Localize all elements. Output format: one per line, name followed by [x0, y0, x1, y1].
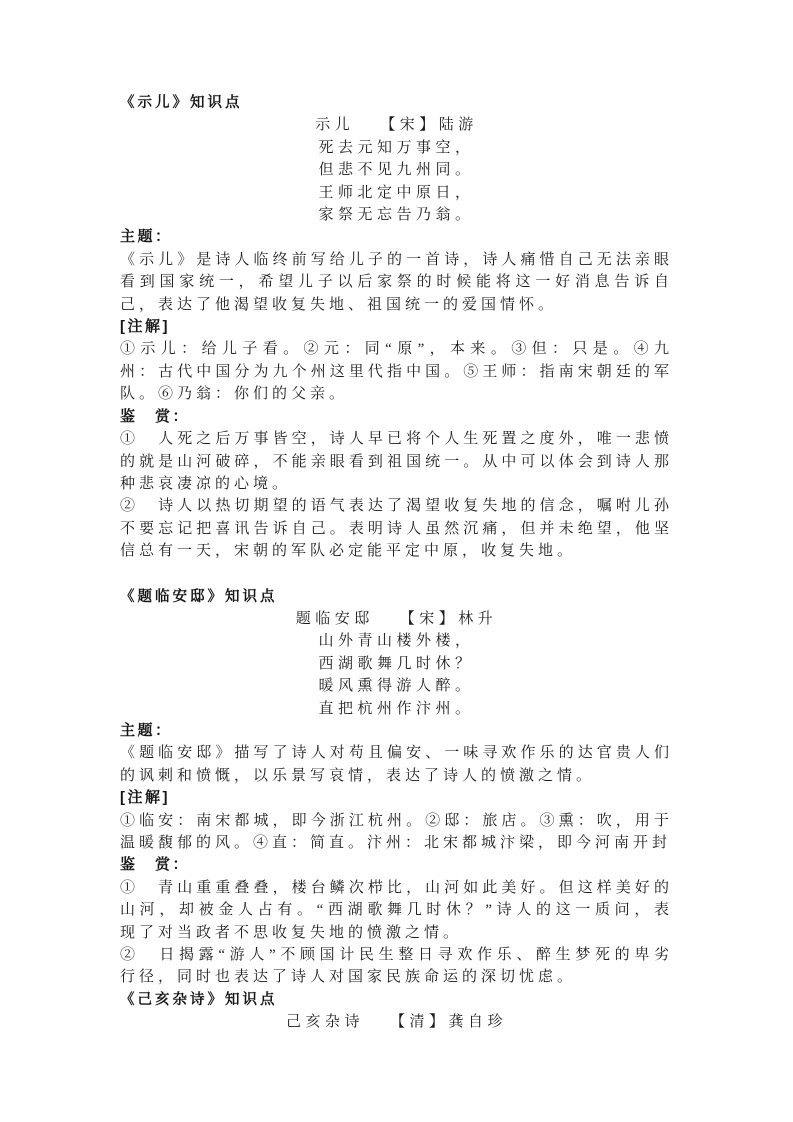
theme-label: 主题：: [120, 721, 173, 739]
poem-block: [120, 608, 673, 720]
poem-title: 题临安邸: [295, 610, 374, 627]
appreciation-paragraph-1: ① 青山重重叠叠，楼台鳞次栉比，山河如此美好。但这样美好的山河，却被金人占有。“西湖歌舞几时休？”诗人的这一质问，表现了对当政者不思收复失地的愤激之情。: [120, 879, 673, 941]
poem-line: 但悲不见九州同。: [318, 162, 475, 179]
poem-title-line: [120, 1011, 673, 1033]
poem-title: 示儿: [315, 117, 355, 134]
section-heading: 《题临安邸》知识点: [120, 588, 278, 605]
appreciation-label: 鉴 赏：: [120, 407, 191, 425]
poem-line: 山外青山楼外楼，: [318, 633, 475, 650]
appreciation-paragraph-2: ② 诗人以热切期望的语气表达了渴望收复失地的信念，嘱咐儿孙不要忘记把喜讯告诉自己。表明诗人虽然沉痛，但并未绝望，他坚信总有一天，宋朝的军队必定能平定中原，收复失地。: [120, 498, 673, 560]
section-heading: 《示儿》知识点: [120, 95, 243, 111]
notes-paragraph: ①示儿：给儿子看。②元：同“原”，本来。③但：只是。④九州：古代中国分为九个州这里代指中国。⑤王师：指南宋朝廷的军队。⑥乃翁：你们的父亲。: [120, 341, 673, 403]
section-ti-lin-an-di: [120, 586, 673, 989]
poem-title: 己亥杂诗: [285, 1014, 364, 1031]
appreciation-paragraph-2: ② 日揭露“游人”不顾国计民生整日寻欢作乐、醉生梦死的卑劣行径，同时也表达了诗人对国家民族命运的深切忧虑。: [120, 947, 673, 986]
poem-line: 家祭无忘告乃翁。: [318, 207, 475, 224]
poem-block: [120, 1011, 673, 1033]
poem-title-line: [120, 608, 673, 630]
poem-title-line: [120, 114, 673, 136]
poem-author: 【宋】陆游: [380, 117, 478, 134]
notes-paragraph: ①临安：南宋都城，即今浙江杭州。②邸：旅店。③熏：吹，用于温暖馥郁的风。④直：简直。汴州：北宋都城汴梁，即今河南开封: [120, 812, 673, 851]
theme-paragraph: 《示儿》是诗人临终前写给儿子的一首诗，诗人痛惜自己无法亲眼看到国家统一，希望儿子以后家祭的时候能将这一好消息告诉自己，表达了他渴望收复失地、祖国统一的爱国情怀。: [120, 251, 673, 313]
notes-label: [注解]: [120, 789, 170, 807]
poem-author: 【宋】林升: [399, 610, 498, 627]
poem-line: 死去元知万事空，: [318, 139, 475, 156]
poem-line: 王师北定中原日，: [318, 184, 475, 201]
poem-line: 暖风熏得游人醉。: [318, 678, 475, 695]
theme-label: 主题：: [120, 228, 173, 246]
poem-author: 【清】龚自珍: [390, 1014, 508, 1031]
poem-block: [120, 114, 673, 226]
section-shi-er: [120, 92, 673, 563]
appreciation-paragraph-1: ① 人死之后万事皆空，诗人早已将个人生死置之度外，唯一悲愤的就是山河破碎，不能亲眼看到祖国统一。从中可以体会到诗人那种悲哀凄凉的心境。: [120, 431, 673, 492]
theme-paragraph: 《题临安邸》描写了诗人对苟且偏安、一味寻欢作乐的达官贵人们的讽刺和愤慨，以乐景写哀情，表达了诗人的愤激之情。: [120, 745, 673, 784]
section-ji-hai-za-shi: [120, 989, 673, 1034]
section-heading: 《己亥杂诗》知识点: [120, 991, 278, 1008]
notes-label: [注解]: [120, 318, 170, 336]
appreciation-label: 鉴 赏：: [120, 856, 191, 874]
poem-line: 直把杭州作汴州。: [318, 700, 475, 717]
poem-line: 西湖歌舞几时休？: [318, 655, 475, 672]
